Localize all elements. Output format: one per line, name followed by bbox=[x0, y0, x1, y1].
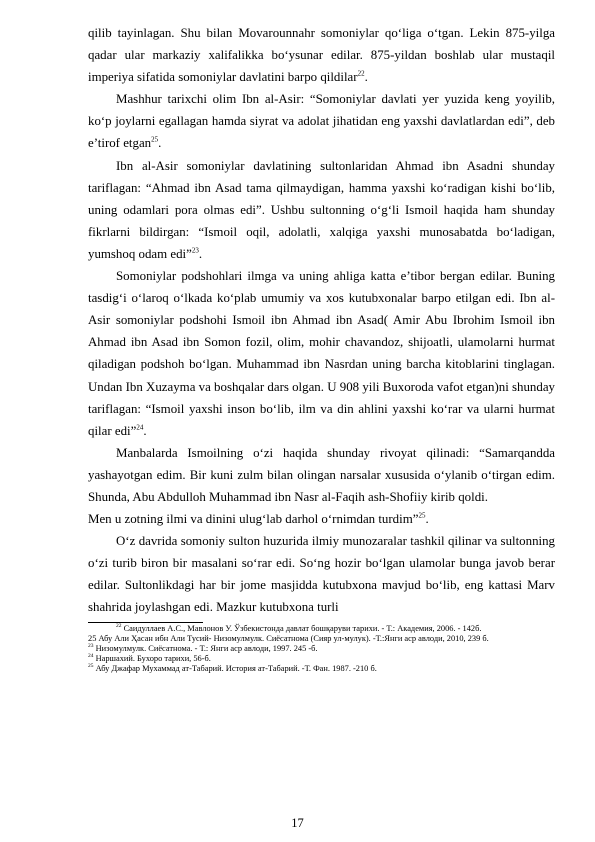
footnote-ref: 24 bbox=[136, 423, 144, 432]
footnote-item: $^{22}$ Саидуллаев А.С., Мавлонов У. Ўзбекистонда давлат бошқаруви тарихи. - Т.: Академия, 2006. - 142б. bbox=[116, 622, 482, 633]
footnote-ref: 23 bbox=[191, 246, 199, 255]
footnote-divider bbox=[88, 622, 203, 623]
footnote-ref: 25 bbox=[418, 511, 426, 520]
paragraph-7: O‘z davrida somoniy sulton huzurida ilmiy munozaralar tashkil qilinar va sultonning o‘zi turib biron bir masalani so‘rar edi. So‘ng hozir bo‘lgan ulamolar bunga javob berar edilar. Sultonlikdagi har bir jome masjidda kutubxona mavjud bo‘lib, eng kattasi Marv shahrida joylashgan edi. Mazkur kutubxona turli bbox=[88, 534, 555, 615]
footnote-item: $^{25}$ Абу Джафар Мухаммад ат-Табарий. История ат-Табарий. -Т. Фан. 1987. -210 б. bbox=[88, 663, 377, 674]
paragraph-3: Ibn al-Asir somoniylar davlatining sultonlaridan Ahmad ibn Asadni shunday tariflagan: “Ahmad ibn Asad tama qilmaydigan, hamma yaxshi ko‘radigan kishi bo‘lib, uning odamlari pora olmas edi”. Ushbu sultonning o‘g‘li Ismoil haqida ham shunday fikrlarni bildirgan: “Ismoil oqil, adolatli, xalqiga yaxshi munosabatda bo‘ladigan, yumshoq odam edi”$^{23}$. bbox=[88, 158, 555, 261]
footnote-item: $^{24}$ Наршахий. Бухоро тарихи, 56-б. bbox=[88, 653, 211, 664]
footnote-ref: 25 bbox=[151, 136, 159, 145]
footnote-ref: 22 bbox=[357, 69, 365, 78]
body-text bbox=[88, 22, 555, 619]
footnote-item: $^{23}$ Низомулмулк. Сиёсатнома. - Т.: Янги аср авлоди, 1997. 245 -б. bbox=[88, 643, 318, 653]
footnotes bbox=[88, 624, 555, 675]
document-page bbox=[88, 22, 555, 675]
footnote-item: 25 Абу Али Ҳасан ибн Али Тусий- Низомулмулк. Сиёсатнома (Сияр ул-мулук). -Т.:Янги аср авлоди, 2010, 239 б. bbox=[88, 633, 489, 643]
paragraph-5: Manbalarda Ismoilning o‘zi haqida shunday rivoyat qilinadi: “Samarqandda yashayotgan edim. Bir kuni zulm bilan olingan narsalar xususida o‘ylanib o‘tirgan edim. Shunda, Abu Abdulloh Muhammad ibn Nasr al-Faqih ash-Shofiiy kirib qoldi. bbox=[88, 445, 555, 504]
paragraph-1: qilib tayinlagan. Shu bilan Movarounnahr somoniylar qo‘liga o‘tgan. Lekin 875-yilga qadar ular markaziy xalifalikka bo‘ysunar edilar. 875-yildan boshlab ular mustaqil imperiya sifatida somoniylar davlatini barpo qildilar$^{22}$. bbox=[88, 26, 555, 85]
paragraph-2: Mashhur tarixchi olim Ibn al-Asir: “Somoniylar davlati yer yuzida keng yoyilib, ko‘p joylarni egallagan hamda siyrat va adolat jihatidan eng yaxshi davlatlardan edi”, deb e’tirof etgan$^{25}$. bbox=[88, 92, 555, 151]
page-number: 17 bbox=[291, 816, 304, 830]
paragraph-4: Somoniylar podshohlari ilmga va uning ahliga katta e’tibor bergan edilar. Buning tasdig‘i o‘laroq o‘lkada ko‘plab umumiy va xos kutubxonalar barpo etilgan edi. Ibn al-Asir somoniylar podshohi Ismoil ibn Ahmad ibn Asad( Amir Abu Ibrohim Ismoil ibn Ahmad ibn Asad ibn Somon fozil, olim, mohir chavandoz, shijoatli, ulamolarni hurmat qiladigan podshoh bo‘lgan. Muhammad ibn Nasrdan uning barcha kitoblarini tinglagan. Undan Ibn Xuzayma va boshqalar dars olgan. U 908 yili Buxoroda vafot etgan)ni shunday tariflagan: “Ismoil yaxshi inson bo‘lib, ilm va din ahlini yaxshi ko‘rar va ularni hurmat qilar edi”$^{24}$. bbox=[88, 269, 555, 438]
paragraph-6: Men u zotning ilmi va dinini ulug‘lab darhol o‘rnimdan turdim”$^{25}$. bbox=[88, 511, 429, 527]
